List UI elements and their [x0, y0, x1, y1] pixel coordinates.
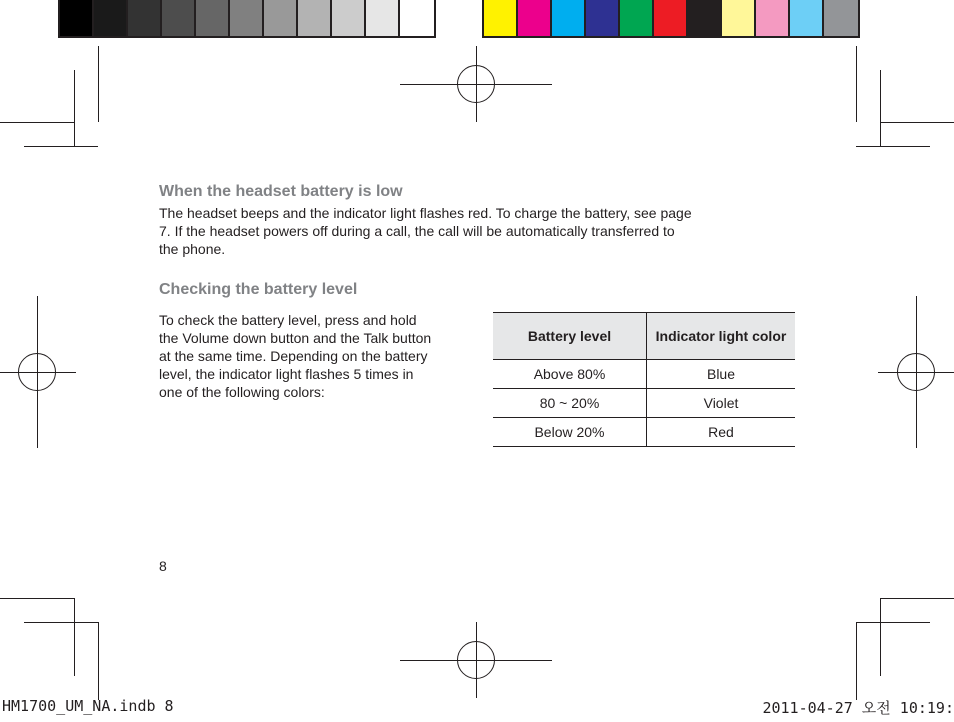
column-header-battery-level: Battery level	[493, 313, 647, 360]
color-swatch	[128, 0, 162, 36]
crop-mark	[74, 598, 75, 676]
crop-mark	[98, 622, 99, 700]
registration-mark-circle	[18, 353, 56, 391]
process-color-bar	[482, 0, 860, 38]
crop-mark	[24, 622, 98, 623]
paragraph-line: level, the indicator light flashes 5 times in	[159, 366, 414, 382]
page-number: 8	[159, 558, 167, 574]
crop-mark	[880, 598, 954, 599]
date-slug: 2011-04-27 오전 10:19:	[762, 699, 954, 717]
color-swatch	[264, 0, 298, 36]
registration-mark-circle	[897, 353, 935, 391]
table-row	[493, 360, 795, 389]
paragraph-line: To check the battery level, press and hold	[159, 312, 417, 328]
crop-mark	[880, 122, 954, 123]
color-swatch	[756, 0, 790, 36]
checking-level-paragraph	[159, 311, 479, 401]
color-swatch	[366, 0, 400, 36]
color-swatch	[94, 0, 128, 36]
paragraph-line: at the same time. Depending on the battery	[159, 348, 428, 364]
table-cell: 80 ~ 20%	[493, 389, 647, 418]
registration-mark-circle	[457, 65, 495, 103]
table-header-row	[493, 313, 795, 360]
section-heading-battery-low: When the headset battery is low	[159, 183, 403, 200]
crop-mark	[98, 46, 99, 122]
grayscale-color-bar	[58, 0, 436, 38]
paragraph-line: one of the following colors:	[159, 384, 325, 400]
battery-level-table	[493, 312, 795, 447]
color-swatch	[654, 0, 688, 36]
color-swatch	[60, 0, 94, 36]
crop-mark	[856, 622, 857, 700]
color-swatch	[552, 0, 586, 36]
color-swatch	[688, 0, 722, 36]
paragraph-line: the Volume down button and the Talk button	[159, 330, 432, 346]
color-swatch	[586, 0, 620, 36]
table-row	[493, 389, 795, 418]
crop-mark	[74, 70, 75, 146]
color-swatch	[196, 0, 230, 36]
crop-mark	[24, 146, 98, 147]
table-cell: Above 80%	[493, 360, 647, 389]
crop-mark	[0, 598, 74, 599]
color-swatch	[162, 0, 196, 36]
color-swatch	[298, 0, 332, 36]
table-cell: Violet	[647, 389, 796, 418]
section-heading-checking-level: Checking the battery level	[159, 281, 358, 298]
crop-mark	[856, 622, 930, 623]
crop-mark	[856, 146, 930, 147]
crop-mark	[0, 122, 74, 123]
color-swatch	[484, 0, 518, 36]
color-swatch	[230, 0, 264, 36]
table-row	[493, 418, 795, 447]
column-header-indicator-color: Indicator light color	[647, 313, 796, 360]
color-swatch	[824, 0, 858, 36]
battery-low-paragraph	[159, 204, 779, 258]
crop-mark	[880, 70, 881, 146]
paragraph-line: 7. If the headset powers off during a call, the call will be automatically transferred to	[159, 223, 675, 239]
paragraph-line: The headset beeps and the indicator light flashes red. To charge the battery, see page	[159, 205, 692, 221]
color-swatch	[332, 0, 366, 36]
color-swatch	[722, 0, 756, 36]
paragraph-line: the phone.	[159, 241, 226, 257]
crop-mark	[880, 598, 881, 676]
color-swatch	[790, 0, 824, 36]
table-cell: Below 20%	[493, 418, 647, 447]
table-cell: Red	[647, 418, 796, 447]
color-swatch	[400, 0, 434, 36]
file-slug: HM1700_UM_NA.indb 8	[2, 697, 174, 715]
registration-mark-circle	[457, 641, 495, 679]
crop-mark	[856, 46, 857, 122]
color-swatch	[620, 0, 654, 36]
color-swatch	[518, 0, 552, 36]
table-cell: Blue	[647, 360, 796, 389]
